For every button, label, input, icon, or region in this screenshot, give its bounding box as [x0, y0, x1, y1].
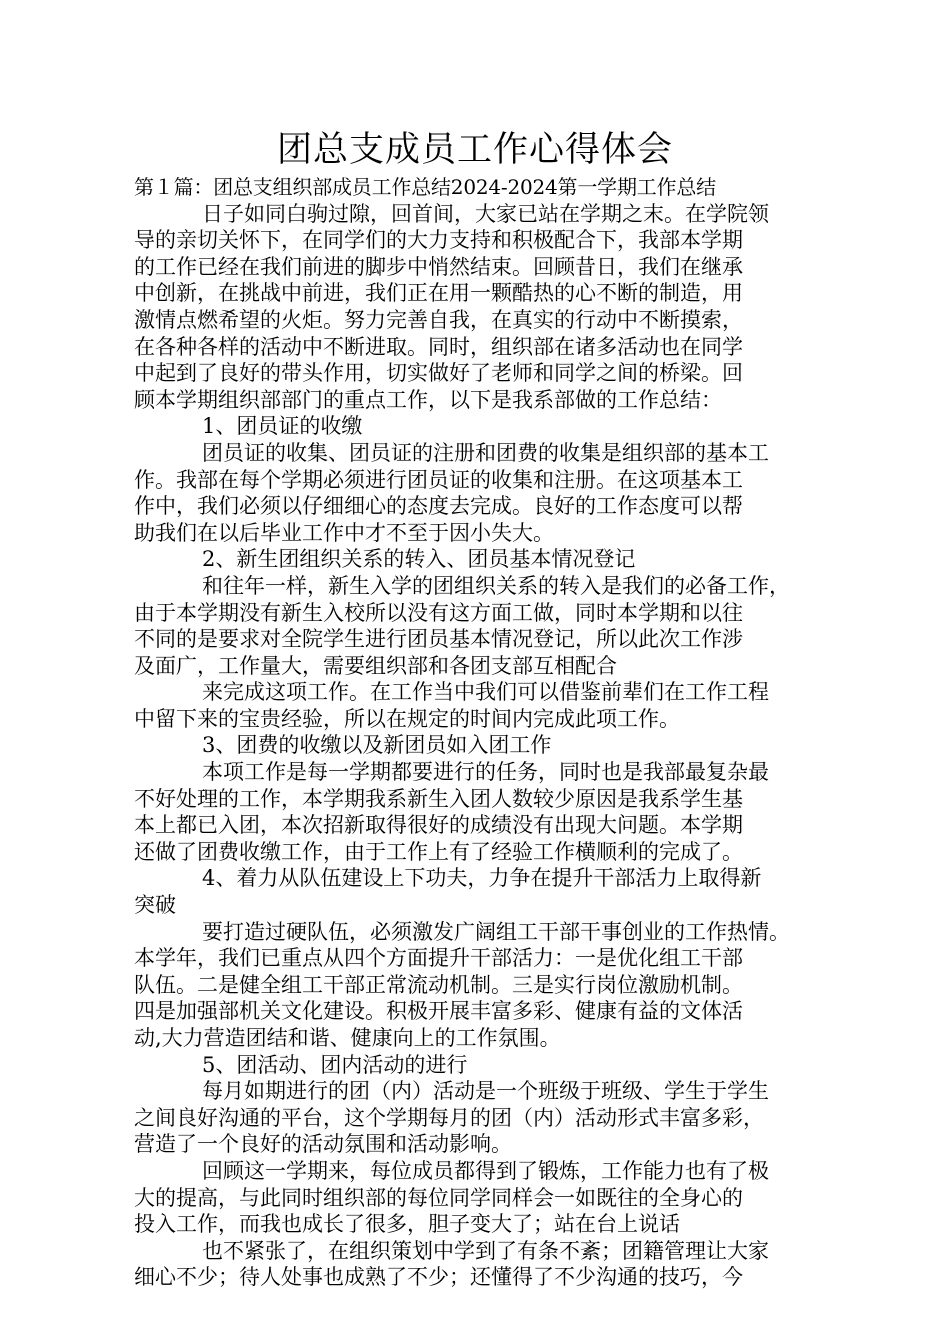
text-line: 要打造过硬队伍，必须激发广阔组工干部干事创业的工作热情。 — [202, 919, 790, 944]
text-line: 作中，我们必须以仔细细心的态度去完成。良好的工作态度可以帮 — [134, 494, 743, 519]
text-line: 之间良好沟通的平台，这个学期每月的团（内）活动形式丰富多彩， — [134, 1105, 764, 1130]
text-line: 及面广，工作量大，需要组织部和各团支部互相配合 — [134, 653, 617, 678]
text-line: 在各种各样的活动中不断进取。同时，组织部在诸多活动也在同学 — [134, 334, 743, 359]
text-line: 1、团员证的收缴 — [202, 414, 363, 439]
text-line: 4、着力从队伍建设上下功夫，力争在提升干部活力上取得新 — [202, 866, 762, 891]
text-line: 团员证的收集、团员证的注册和团费的收集是组织部的基本工 — [202, 440, 769, 465]
text-line: 不好处理的工作，本学期我系新生入团人数较少原因是我系学生基 — [134, 786, 743, 811]
text-line: 本学年，我们已重点从四个方面提升干部活力：一是优化组工干部 — [134, 946, 743, 971]
text-line: 中起到了良好的带头作用，切实做好了老师和同学之间的桥梁。回 — [134, 361, 743, 386]
text-line: 本上都已入团，本次招新取得很好的成绩没有出现大问题。本学期 — [134, 813, 743, 838]
text-line: 3、团费的收缴以及新团员如入团工作 — [202, 733, 552, 758]
document-subtitle: 第１篇：团总支组织部成员工作总结2024-2024第一学期工作总结 — [134, 175, 716, 199]
paragraph-lines — [134, 201, 820, 1291]
text-line: 的工作已经在我们前进的脚步中悄然结束。回顾昔日，我们在继承 — [134, 254, 743, 279]
text-line: 中留下来的宝贵经验，所以在规定的时间内完成此项工作。 — [134, 706, 680, 731]
text-line: 5、团活动、团内活动的进行 — [202, 1052, 468, 1077]
text-line: 投入工作，而我也成长了很多，胆子变大了；站在台上说话 — [134, 1212, 680, 1237]
text-line: 日子如同白驹过隙，回首间，大家已站在学期之末。在学院领 — [202, 201, 769, 226]
text-line: 队伍。二是健全组工干部正常流动机制。三是实行岗位激励机制。 — [134, 972, 743, 997]
text-line: 突破 — [134, 893, 176, 918]
text-line: 中创新，在挑战中前进，我们正在用一颗酷热的心不断的制造，用 — [134, 281, 743, 306]
text-line: 助我们在以后毕业工作中才不至于因小失大。 — [134, 520, 554, 545]
text-line: 导的亲切关怀下，在同学们的大力支持和积极配合下，我部本学期 — [134, 228, 743, 253]
text-line: 不同的是要求对全院学生进行团员基本情况登记，所以此次工作涉 — [134, 627, 743, 652]
text-line: 作。我部在每个学期必须进行团员证的收集和注册。在这项基本工 — [134, 467, 743, 492]
text-line: 2、新生团组织关系的转入、团员基本情况登记 — [202, 547, 636, 572]
text-line: 营造了一个良好的活动氛围和活动影响。 — [134, 1132, 512, 1157]
text-line: 和往年一样，新生入学的团组织关系的转入是我们的必备工作， — [202, 573, 790, 598]
text-line: 顾本学期组织部部门的重点工作，以下是我系部做的工作总结： — [134, 387, 722, 412]
text-line: 每月如期进行的团（内）活动是一个班级于班级、学生于学生 — [202, 1079, 769, 1104]
text-line: 四是加强部机关文化建设。积极开展丰富多彩、健康有益的文体活 — [134, 999, 743, 1024]
text-line: 还做了团费收缴工作，由于工作上有了经验工作横顺利的完成了。 — [134, 839, 743, 864]
text-line: 本项工作是每一学期都要进行的任务，同时也是我部最复杂最 — [202, 760, 769, 785]
document-body — [134, 174, 820, 1291]
text-line: 由于本学期没有新生入校所以没有这方面工做，同时本学期和以往 — [134, 600, 743, 625]
text-line: 回顾这一学期来，每位成员都得到了锻炼，工作能力也有了极 — [202, 1158, 769, 1183]
document-title: 团总支成员工作心得体会 — [276, 130, 673, 170]
text-line: 大的提高，与此同时组织部的每位同学同样会一如既往的全身心的 — [134, 1185, 743, 1210]
text-line: 细心不少；待人处事也成熟了不少；还懂得了不少沟通的技巧，今 — [134, 1265, 743, 1290]
text-line: 来完成这项工作。在工作当中我们可以借鉴前辈们在工作工程 — [202, 680, 769, 705]
text-line: 激情点燃希望的火炬。努力完善自我，在真实的行动中不断摸索， — [134, 307, 743, 332]
text-line: 也不紧张了，在组织策划中学到了有条不紊；团籍管理让大家 — [202, 1238, 769, 1263]
text-line: 动,大力营造团结和谐、健康向上的工作氛围。 — [134, 1026, 561, 1050]
